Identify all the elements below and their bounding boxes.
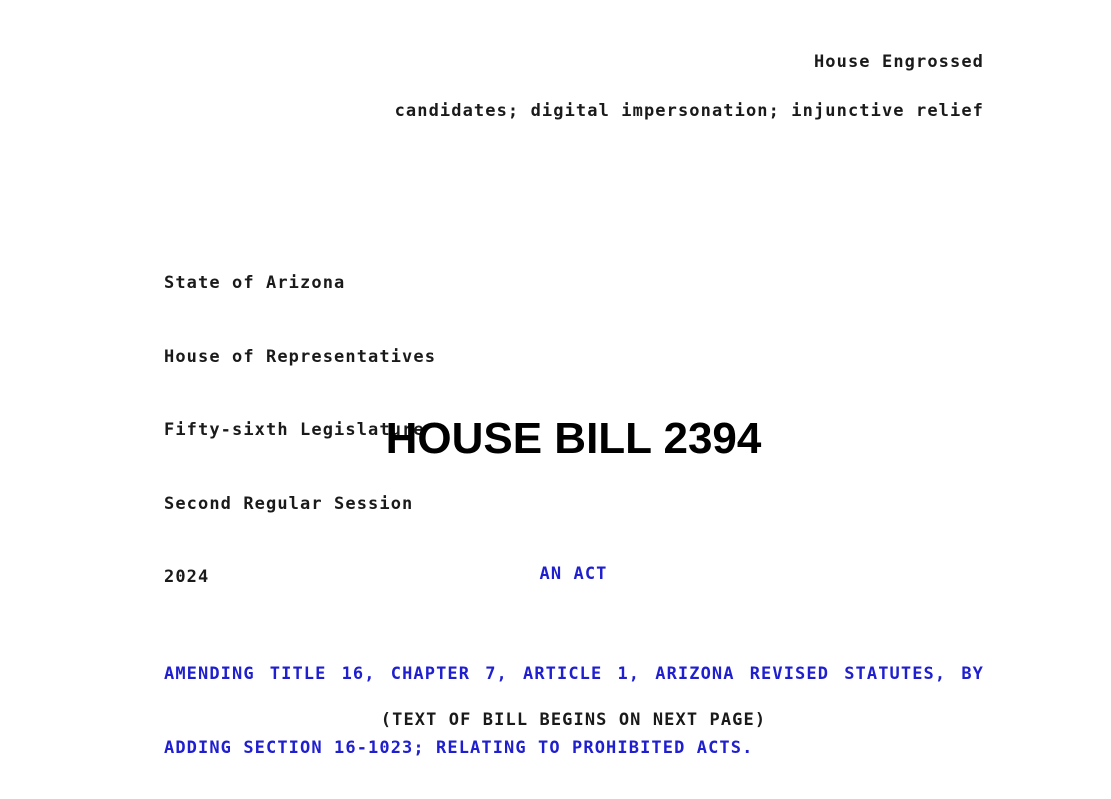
act-description-line: AMENDING TITLE 16, CHAPTER 7, ARTICLE 1, ARIZONA REVISED STATUTES, BY xyxy=(164,664,984,684)
bill-title: HOUSE BILL 2394 xyxy=(385,414,762,463)
session-year: 2024 xyxy=(164,567,210,587)
bill-subject: candidates; digital impersonation; injunctive relief xyxy=(394,101,984,121)
text-begins-note: (TEXT OF BILL BEGINS ON NEXT PAGE) xyxy=(380,710,767,730)
act-description-line: ADDING SECTION 16-1023; RELATING TO PROHIBITED ACTS. xyxy=(164,737,754,758)
engrossed-status: House Engrossed xyxy=(813,52,984,72)
legislature-name: Fifty-sixth Legislature xyxy=(164,420,425,440)
chamber-name: House of Representatives xyxy=(164,346,437,367)
act-heading: AN ACT xyxy=(539,564,608,584)
state-name: State of Arizona xyxy=(164,273,346,293)
session-name: Second Regular Session xyxy=(164,493,414,514)
act-description xyxy=(164,613,984,785)
